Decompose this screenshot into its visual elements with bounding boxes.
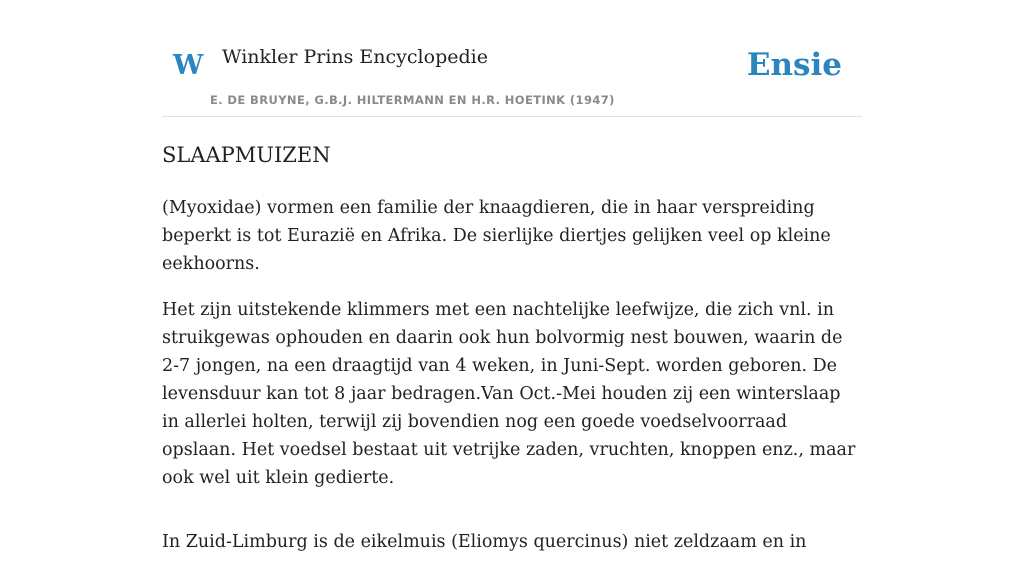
article-paragraph: In Zuid-Limburg is de eikelmuis (Eliomys quercinus) niet zeldzaam en in (162, 532, 807, 552)
winkler-prins-logo[interactable]: W (173, 50, 204, 81)
publication-title[interactable]: Winkler Prins Encyclopedie (222, 46, 488, 68)
ensie-logo[interactable]: Ensie (746, 47, 842, 83)
header (162, 0, 862, 117)
article (162, 140, 862, 574)
article-paragraph: Het zijn uitstekende klimmers met een nachtelijke leefwijze, die zich vnl. in struikgewas ophouden en daarin ook hun bolvormig nest bouwen, waarin de 2-7 jongen, na een draagtijd van 4 weken, in Juni-Sept. worden geboren. De levensduur kan tot 8 jaar bedragen.Van Oct.-Mei houden zij een winterslaap in allerlei holten, terwijl zij bovendien nog een goede voedselvoorraad opslaan. Het voedsel bestaat uit vetrijke zaden, vruchten, knoppen enz., maar ook wel uit klein gedierte. (162, 300, 856, 488)
publication-authors: E. DE BRUYNE, G.B.J. HILTERMANN EN H.R. HOETINK (1947) (210, 93, 615, 107)
article-title: SLAAPMUIZEN (162, 143, 331, 167)
article-paragraph: (Myoxidae) vormen een familie der knaagdieren, die in haar verspreiding beperkt is tot Eurazië en Afrika. De sierlijke diertjes gelijken veel op kleine eekhoorns. (162, 198, 831, 274)
